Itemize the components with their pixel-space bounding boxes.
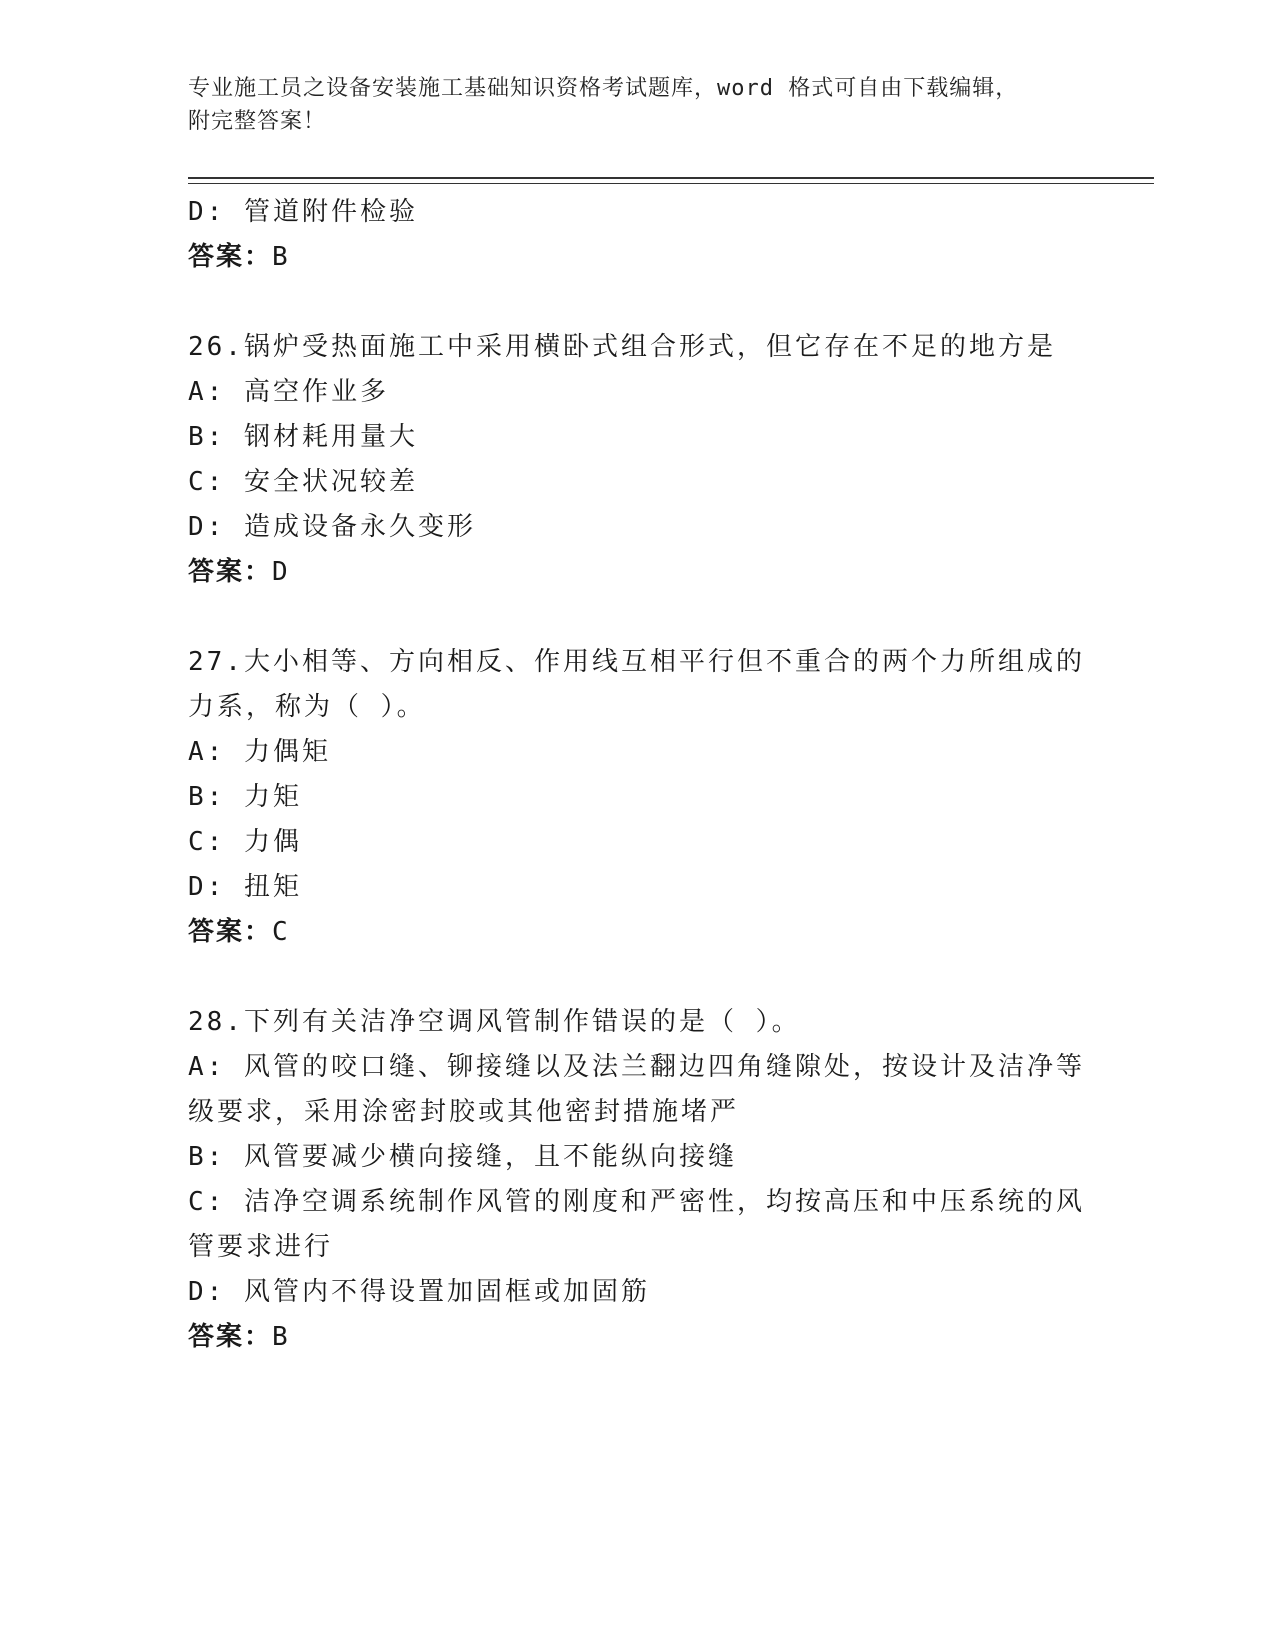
answer-value: C <box>272 917 290 947</box>
header-line-2: 附完整答案！ <box>188 109 327 134</box>
q27-answer <box>188 910 1088 955</box>
q27-option-d: D: 扭矩 <box>188 872 302 902</box>
q26-option-b: B: 钢材耗用量大 <box>188 422 418 452</box>
q28-option-c-line-1: C: 洁净空调系统制作风管的刚度和严密性，均按高压和中压系统的风 <box>188 1187 1085 1217</box>
answer-value: B <box>272 1322 290 1352</box>
q28-stem: 28.下列有关洁净空调风管制作错误的是（ ）。 <box>188 1007 801 1037</box>
q27-stem-line-1: 27.大小相等、方向相反、作用线互相平行但不重合的两个力所组成的 <box>188 647 1085 677</box>
q28-option-a-line-2: 级要求，采用涂密封胶或其他密封措施堵严 <box>188 1097 740 1127</box>
q26-option-a: A: 高空作业多 <box>188 377 389 407</box>
header-line-1: 专业施工员之设备安装施工基础知识资格考试题库，word 格式可自由下载编辑， <box>188 76 1019 101</box>
q28-option-c-line-2: 管要求进行 <box>188 1232 334 1262</box>
prev-option-d: D: 管道附件检验 <box>188 197 418 227</box>
q26-answer <box>188 550 1088 595</box>
q26-option-d: D: 造成设备永久变形 <box>188 512 476 542</box>
q28-option-a-line-1: A: 风管的咬口缝、铆接缝以及法兰翻边四角缝隙处，按设计及洁净等 <box>188 1052 1085 1082</box>
q28-answer <box>188 1315 1088 1360</box>
document-header <box>188 72 1088 138</box>
answer-value: B <box>272 242 290 272</box>
question-content <box>188 190 1088 1360</box>
answer-label: 答案： <box>188 1322 273 1352</box>
q27-stem-line-2: 力系，称为（ ）。 <box>188 692 426 722</box>
q27-option-b: B: 力矩 <box>188 782 302 812</box>
q26-stem: 26.锅炉受热面施工中采用横卧式组合形式，但它存在不足的地方是 <box>188 332 1056 362</box>
q28-option-b: B: 风管要减少横向接缝，且不能纵向接缝 <box>188 1142 737 1172</box>
q27-option-c: C: 力偶 <box>188 827 302 857</box>
answer-label: 答案： <box>188 557 273 587</box>
q27-option-a: A: 力偶矩 <box>188 737 331 767</box>
prev-answer <box>188 235 1088 280</box>
q28-option-d: D: 风管内不得设置加固框或加固筋 <box>188 1277 650 1307</box>
q26-option-c: C: 安全状况较差 <box>188 467 418 497</box>
answer-value: D <box>272 557 290 587</box>
header-divider <box>188 177 1154 184</box>
answer-label: 答案： <box>188 242 273 272</box>
answer-label: 答案： <box>188 917 273 947</box>
